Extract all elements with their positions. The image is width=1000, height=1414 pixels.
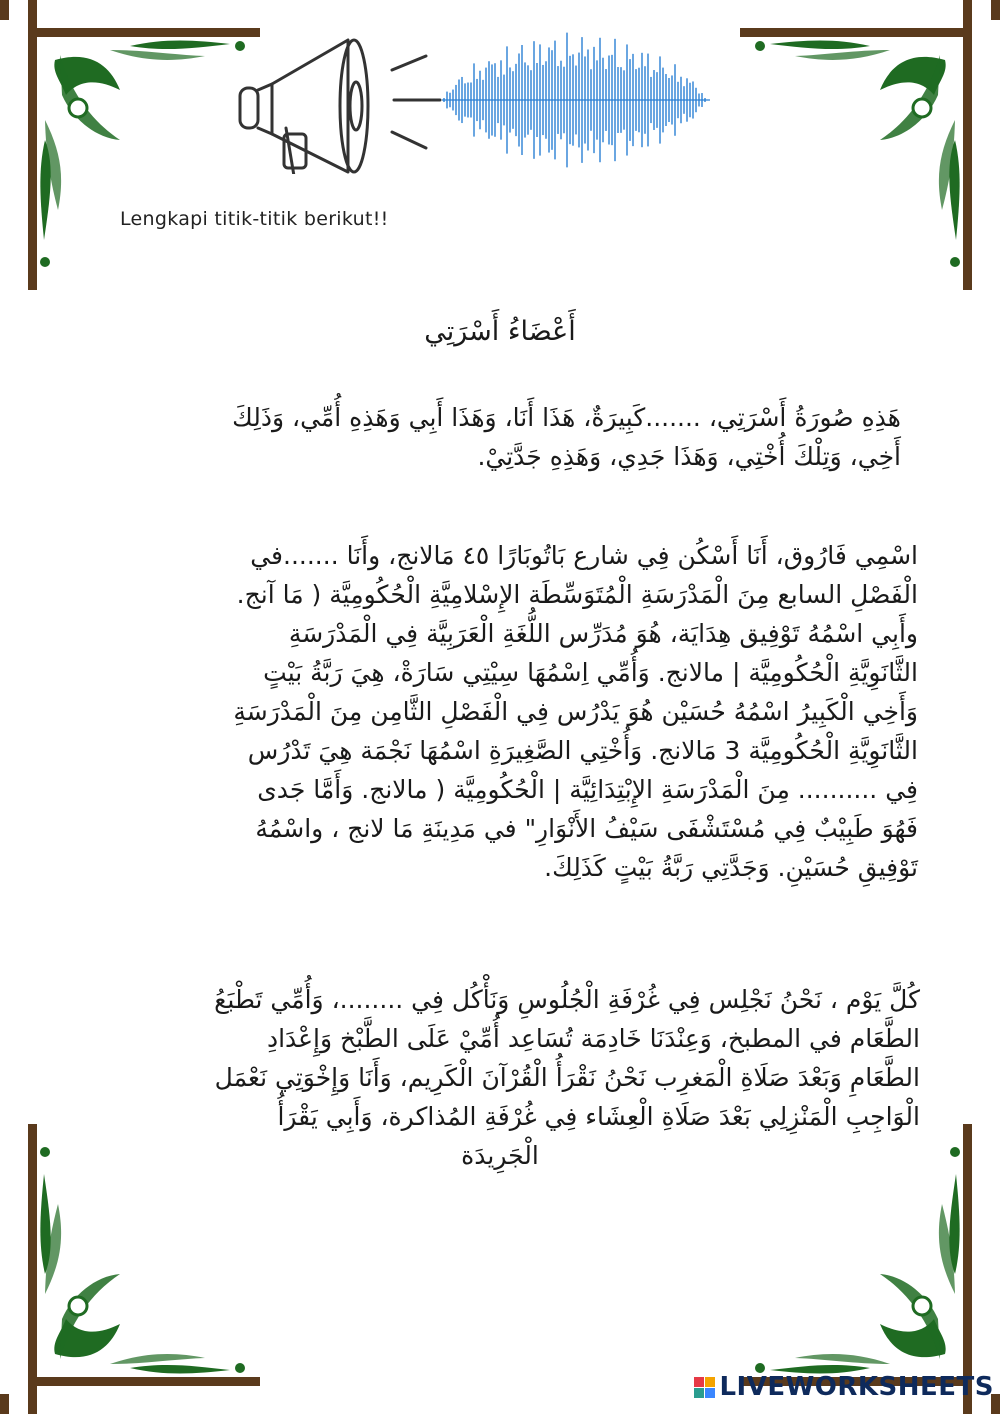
paragraph-line: كُلَّ يَوْم ، نَحْنُ نَجْلِس فِي غُرْفَةِ الْجُلُوسِ وَنَأْكُل فِي ........، وَأُمِّي تَطْبَعُ [214, 985, 920, 1014]
paragraph-line: الْجَرِيدَة [461, 1141, 539, 1170]
corner-ornament-svg [0, 0, 260, 300]
paragraph-line: الطَّعَامِ وَبَعْدَ صَلَاةِ الْمَغرِب نَحْنُ نَقْرَأُ الْقُرْآنَ الْكَرِيم، وَأَنَا وَإِخْوَتِي نَعْمَل [214, 1063, 920, 1092]
paragraph-line: فَهُوَ طَبِيْبٌ فِي مُسْتَشْفَى سَيْفُ الأَنْوَارِ" في مَدِينَةِ مَا لانج ، واسْمُهُ [255, 814, 918, 843]
page-title: أَعْضَاءُ أَسْرَتِي [424, 316, 576, 347]
paragraph-line: وأَبِي اسْمُهُ تَوْفِيق هِدَايَة، هُوَ مُدَرِّس اللُّغَةِ الْعَرَبِيَّة فِي الْمَدْرَسَةِ [288, 619, 918, 648]
paragraph-3 [80, 980, 920, 1175]
paragraph-line: الثَّانَوِيَّةِ الْحُكُومِيَّة 3 مَالانج. وَأُخْتِي الصَّغِيرَةِ اسْمُهَا نَجْمَة هِيَ تَدْرُس [247, 736, 918, 765]
paragraph-line: الثَّانَوِيَّةِ الْحُكُومِيَّة | مالانج. وَأُمِّي اِسْمُهَا سِيْتِي سَارَةْ، هِيَ رَبَّةُ بَيْتٍ [263, 658, 918, 687]
soundwave-icon [442, 28, 710, 173]
paragraph-line: اسْمِي فَارُوق، أَنَا أَسْكُن فِي شارع بَاتُوبَارًا ٤٥ مَالانج، وأَنَا .......في [250, 541, 918, 570]
paragraph-line: الْوَاجِبِ الْمَنْزِلِي بَعْدَ صَلَاةِ الْعِشَاء فِي غُرْفَةِ المُذاكرة، وَأَبِي يَقْرَأُ [277, 1102, 920, 1131]
paragraph-line: أَخِي، وَتِلْكَ أُخْتِي، وَهَذَا جَدِي، وَهَذِهِ جَدَّتِيْ. [477, 442, 901, 471]
paragraph-line: وَأَخِي الْكَبِيرُ اسْمُهُ حُسَيْن هُوَ يَدْرُس فِي الْفَصْلِ الثَّامِن مِنَ الْمَدْرَسَةِ [233, 697, 918, 726]
paragraph-1 [95, 398, 901, 476]
corner-ornament-top-left [0, 0, 260, 300]
paragraph-line: الطَّعَام في المطبخ، وَعِنْدَنَا خَادِمَة تُسَاعِد أُمِّيْ عَلَى الطَّبْخ وَإِعْدَادِ [266, 1024, 920, 1053]
megaphone-icon [236, 34, 446, 174]
paragraph-2 [88, 536, 918, 887]
corner-ornament-top-right [740, 0, 1000, 300]
paragraph-line: تَوْفِيقِ حُسَيْنِ. وَجَدَّتِي رَبَّةُ بَيْتٍ كَذَلِكَ. [544, 853, 918, 882]
watermark-text: LIVEWORKSHEETS [719, 1372, 994, 1402]
liveworksheets-watermark [694, 1370, 994, 1404]
liveworksheets-logo-icon [694, 1377, 715, 1398]
paragraph-line: فِي .......... مِنَ الْمَدْرَسَةِ الإِبْتِدَائِيَّة | الْحُكُومِيَّة ( مالانج. وَأَمَّا جَدى [257, 775, 918, 804]
paragraph-line: الْفَصْلِ السابع مِنَ الْمَدْرَسَةِ الْمُتَوَسِّطَة الإِسْلامِيَّةِ الْحُكُومِيَّة ( مَا آنج. [236, 580, 918, 609]
corner-ornament-svg [740, 0, 1000, 300]
paragraph-line: هَذِهِ صُورَةُ أَسْرَتِي، .......كَبِيرَةٌ، هَذَا أَنَا، وَهَذَا أَبِي وَهَذِهِ أُمِّي، وَذَلِكَ [232, 403, 901, 432]
instruction-text: Lengkapi titik-titik berikut!! [120, 208, 389, 230]
